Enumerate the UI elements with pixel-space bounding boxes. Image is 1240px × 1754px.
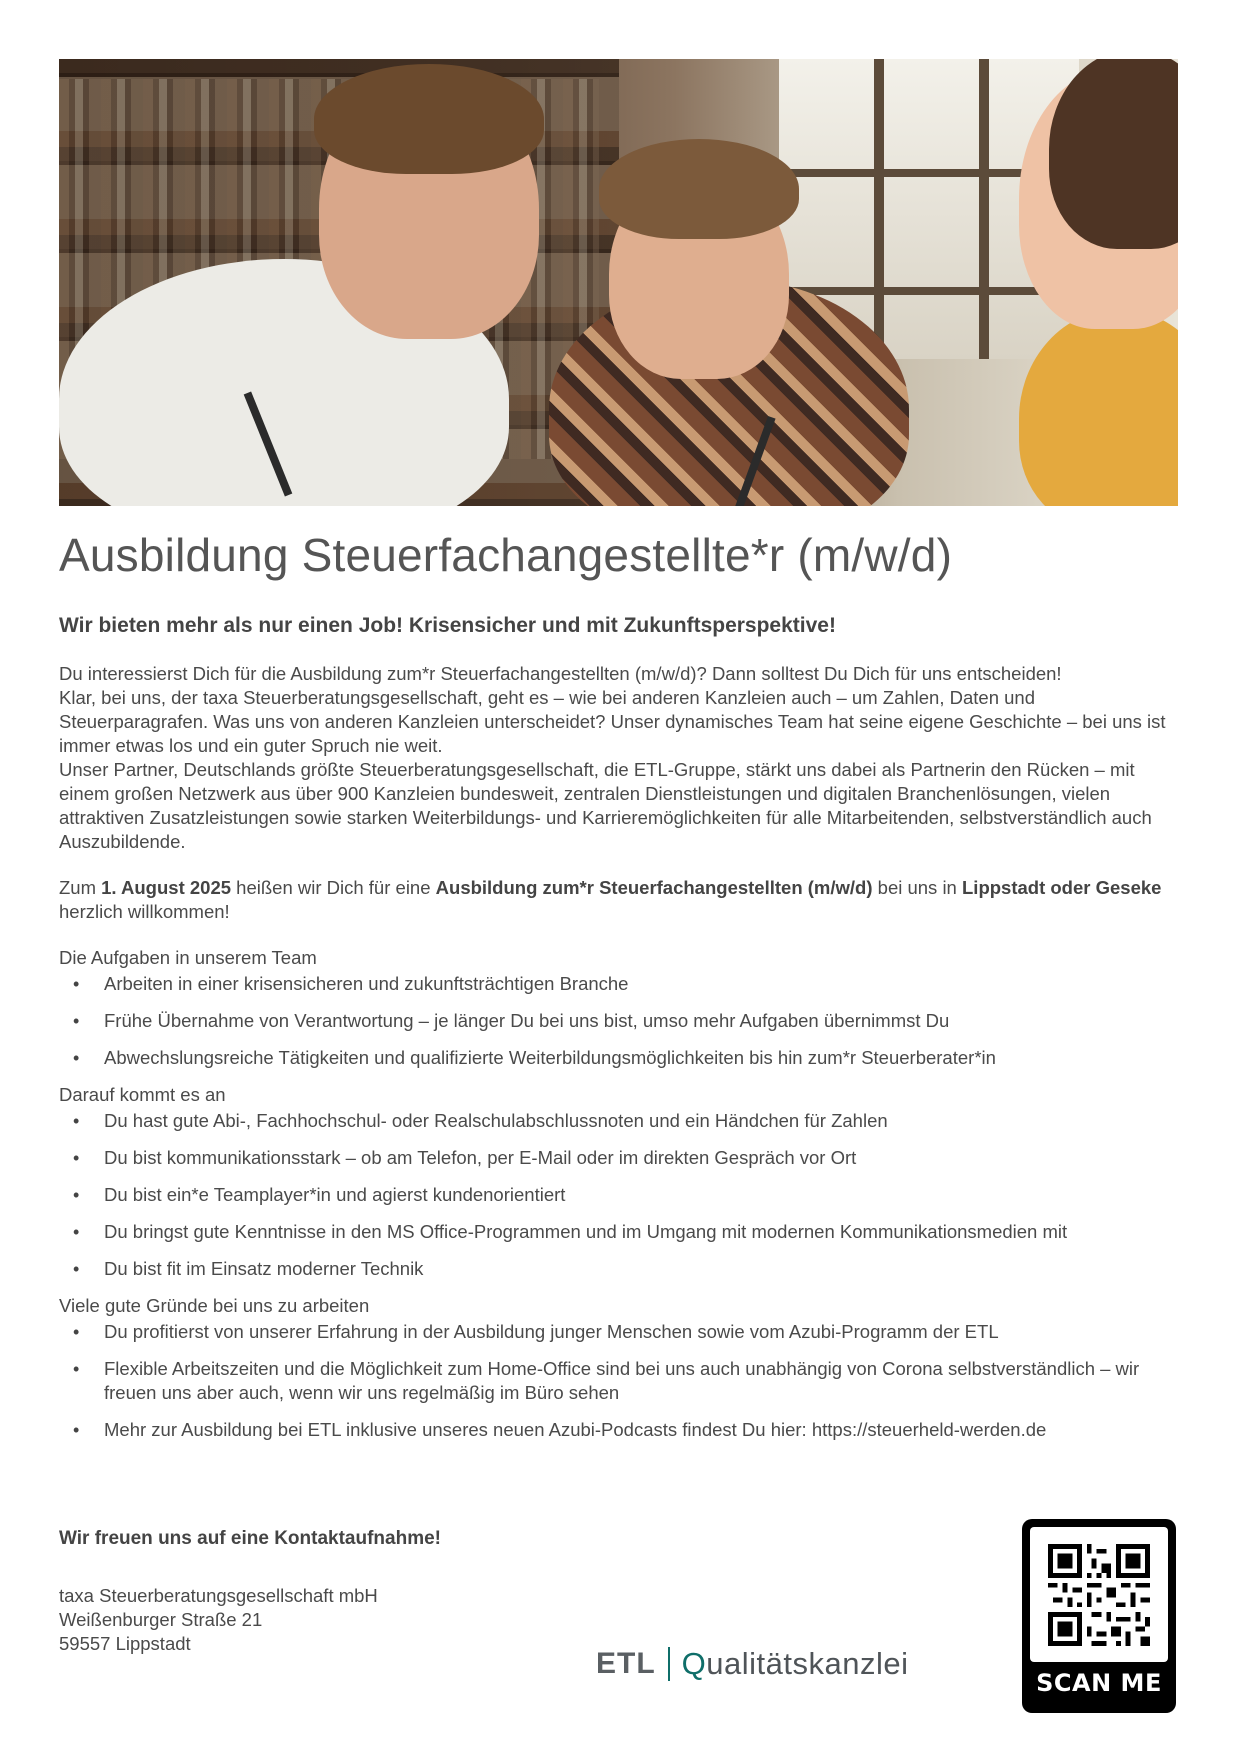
list-item: • Du hast gute Abi-, Fachhochschul- oder Realschulabschlussnoten und ein Händchen für Zahlen: [59, 1109, 1178, 1133]
position-name: Ausbildung zum*r Steuerfachangestellten (m/w/d): [435, 877, 873, 898]
quality-label: [682, 1646, 909, 1682]
intro-paragraph: Du interessierst Dich für die Ausbildung zum*r Steuerfachangestellten (m/w/d)? Dann solltest Du Dich für uns entscheiden!: [59, 663, 1062, 684]
reasons-heading: Viele gute Gründe bei uns zu arbeiten: [59, 1295, 370, 1316]
quality-rest: ualitätskanzlei: [706, 1646, 909, 1681]
subtitle: Wir bieten mehr als nur einen Job! Krisensicher und mit Zukunftsperspektive!: [59, 614, 836, 637]
logo-divider: [668, 1647, 670, 1681]
scan-me-label: SCAN ME: [1036, 1669, 1162, 1697]
offer-mid: heißen wir Dich für eine: [231, 877, 436, 898]
intro-paragraph: Klar, bei uns, der taxa Steuerberatungsgesellschaft, geht es – wie bei anderen Kanzleien auch – um Zahlen, Daten und Steuerparagrafen. Was uns von anderen Kanzleien unterscheidet? Unser dynamisches Team hat seine eigene Geschichte – bei uns ist immer etwas los und ein guter Spruch nie weit.: [59, 687, 1166, 756]
list-item: • Arbeiten in einer krisensicheren und zukunftsträchtigen Branche: [59, 972, 1178, 996]
list-item: • Frühe Übernahme von Verantwortung – je länger Du bei uns bist, umso mehr Aufgaben übernimmst Du: [59, 1009, 1178, 1033]
location: Lippstadt oder Geseke: [962, 877, 1162, 898]
contact-heading: Wir freuen uns auf eine Kontaktaufnahme!: [59, 1528, 441, 1549]
list-item: • Du bist kommunikationsstark – ob am Telefon, per E-Mail oder im direkten Gespräch vor Ort: [59, 1146, 1178, 1170]
tasks-heading: Die Aufgaben in unserem Team: [59, 947, 317, 968]
list-item[interactable]: • Mehr zur Ausbildung bei ETL inklusive unseres neuen Azubi-Podcasts findest Du hier: https://steuerheld-werden.de: [59, 1418, 1178, 1442]
job-ad-page: [59, 59, 1178, 1455]
etl-logo: [596, 1646, 909, 1682]
start-date: 1. August 2025: [101, 877, 232, 898]
list-item: • Du bist fit im Einsatz moderner Technik: [59, 1257, 1178, 1281]
company-name: taxa Steuerberatungsgesellschaft mbH: [59, 1585, 378, 1606]
offer-mid2: bei uns in: [872, 877, 962, 898]
list-item: • Du profitierst von unserer Erfahrung in der Ausbildung junger Menschen sowie vom Azubi-Programm der ETL: [59, 1320, 1178, 1344]
quality-initial: Q: [681, 1646, 707, 1681]
requirements-heading: Darauf kommt es an: [59, 1084, 226, 1105]
list-item: • Abwechslungsreiche Tätigkeiten und qualifizierte Weiterbildungsmöglichkeiten bis hin zum*r Steuerberater*in: [59, 1046, 1178, 1070]
street: Weißenburger Straße 21: [59, 1609, 263, 1630]
hero-photo: [59, 59, 1178, 506]
reasons-list: [59, 1320, 1178, 1442]
offer-pre: Zum: [59, 877, 102, 898]
etl-brand: ETL: [596, 1647, 656, 1680]
qr-code-icon[interactable]: [1030, 1527, 1168, 1662]
list-item: • Du bist ein*e Teamplayer*in und agierst kundenorientiert: [59, 1183, 1178, 1207]
intro-paragraph: Unser Partner, Deutschlands größte Steuerberatungsgesellschaft, die ETL-Gruppe, stärkt uns dabei als Partnerin den Rücken – mit einem großen Netzwerk aus über 900 Kanzleien bundesweit, zentralen Dienstleistungen und digitalen Branchenlösungen, vielen attraktiven Zusatzleistungen sowie starken Weiterbildungs- und Karrieremöglichkeiten für alle Mitarbeitenden, selbstverständlich auch Auszubildende.: [59, 759, 1152, 852]
tasks-list: [59, 972, 1178, 1070]
qr-code-badge[interactable]: [1022, 1519, 1176, 1713]
city: 59557 Lippstadt: [59, 1633, 191, 1654]
address-block: [59, 1584, 378, 1656]
list-item: • Flexible Arbeitszeiten und die Möglichkeit zum Home-Office sind bei uns auch unabhängig von Corona selbstverständlich – wir freuen uns aber auch, wenn wir uns regelmäßig im Büro sehen: [59, 1357, 1178, 1405]
list-item: • Du bringst gute Kenntnisse in den MS Office-Programmen und im Umgang mit modernen Kommunikationsmedien mit: [59, 1220, 1178, 1244]
requirements-list: [59, 1109, 1178, 1281]
offer-text: [59, 876, 1178, 924]
intro-text: [59, 662, 1178, 854]
offer-post: herzlich willkommen!: [59, 901, 230, 922]
page-title: Ausbildung Steuerfachangestellte*r (m/w/d): [59, 529, 953, 581]
